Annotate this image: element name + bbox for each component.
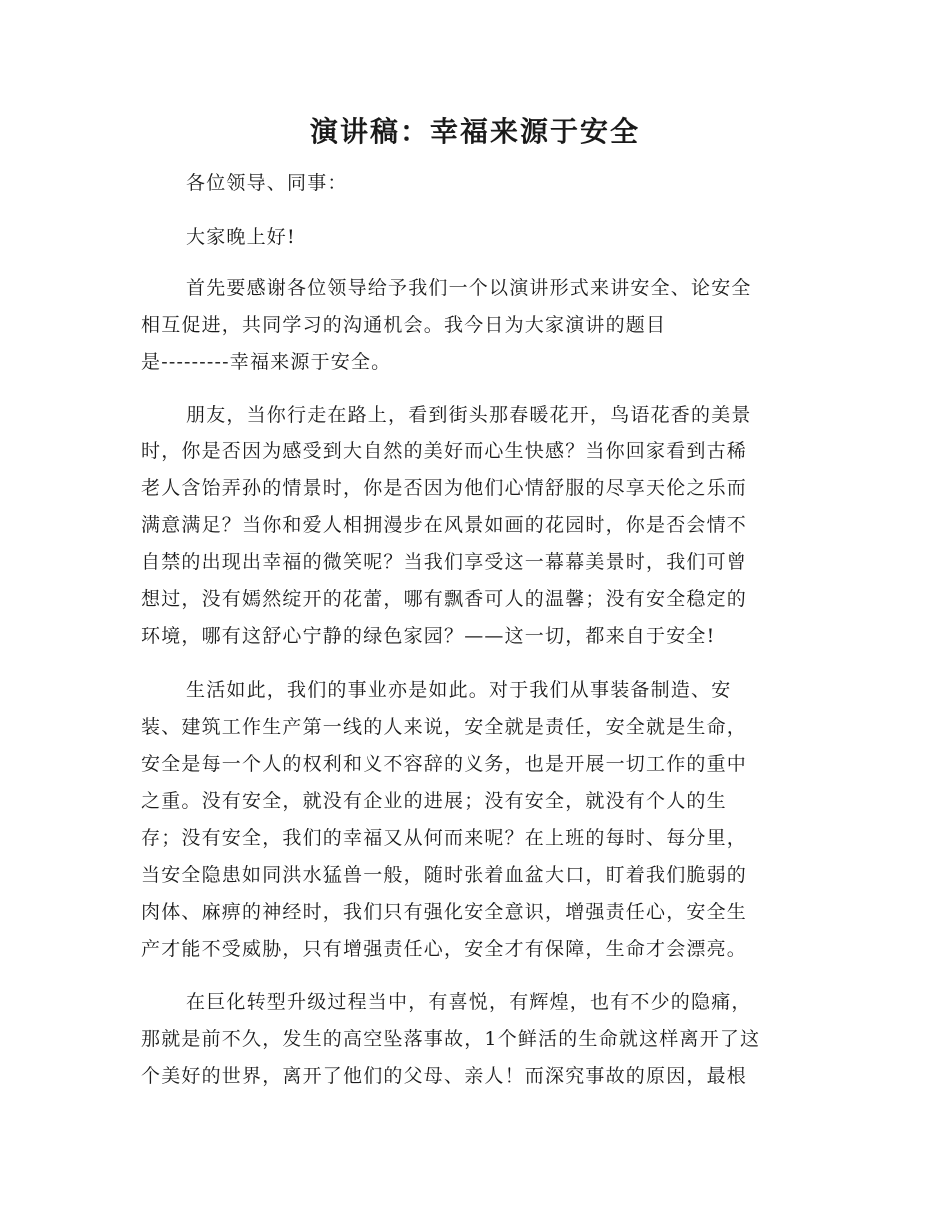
greeting-line: 大家晚上好! <box>186 226 296 248</box>
salutation-line: 各位领导、同事： <box>186 172 348 194</box>
paragraph-2-line: 满意满足？当你和爱人相拥漫步在风景如画的花园时，你是否会情不 <box>141 514 748 536</box>
paragraph-3-line: 产才能不受威胁，只有增强责任心，安全才有保障，生命才会漂亮。 <box>141 938 748 960</box>
paragraph-3-line: 装、建筑工作生产第一线的人来说，安全就是责任，安全就是生命， <box>141 716 748 738</box>
paragraph-2-line: 朋友，当你行走在路上，看到街头那春暖花开，鸟语花香的美景 <box>186 404 752 426</box>
paragraph-3-line: 当安全隐患如同洪水猛兽一般，随时张着血盆大口，盯着我们脆弱的 <box>141 864 748 886</box>
document-title: 演讲稿：幸福来源于安全 <box>309 115 640 148</box>
paragraph-4-line: 那就是前不久，发生的高空坠落事故，1个鲜活的生命就这样离开了这 <box>141 1028 761 1050</box>
paragraph-3-line: 生活如此，我们的事业亦是如此。对于我们从事装备制造、安 <box>186 679 732 701</box>
paragraph-3-line: 之重。没有安全，就没有企业的进展；没有安全，就没有个人的生 <box>141 790 727 812</box>
paragraph-2-line: 老人含饴弄孙的情景时，你是否因为他们心情舒服的尽享天伦之乐而 <box>141 477 748 499</box>
paragraph-3-line: 安全是每一个人的权利和义不容辞的义务，也是开展一切工作的重中 <box>141 753 748 775</box>
paragraph-1-line: 首先要感谢各位领导给予我们一个以演讲形式来讲安全、论安全 <box>186 277 752 299</box>
paragraph-3-line: 存；没有安全，我们的幸福又从何而来呢？在上班的每时、每分里， <box>141 827 748 849</box>
paragraph-2-line: 想过，没有嫣然绽开的花蕾，哪有飘香可人的温馨；没有安全稳定的 <box>141 588 748 610</box>
paragraph-2-line: 时，你是否因为感受到大自然的美好而心生快感？当你回家看到古稀 <box>141 440 748 462</box>
paragraph-2-line: 环境，哪有这舒心宁静的绿色家园？——这一切，都来自于安全! <box>141 625 716 647</box>
paragraph-1-line: 相互促进，共同学习的沟通机会。我今日为大家演讲的题目 <box>141 314 667 336</box>
paragraph-4-line: 在巨化转型升级过程当中，有喜悦，有辉煌，也有不少的隐痛， <box>186 991 752 1013</box>
paragraph-1-line: 是---------幸福来源于安全。 <box>141 351 392 373</box>
paragraph-4-line: 个美好的世界，离开了他们的父母、亲人！而深究事故的原因，最根 <box>141 1065 748 1087</box>
paragraph-2-line: 自禁的出现出幸福的微笑呢？当我们享受这一幕幕美景时，我们可曾 <box>141 551 748 573</box>
paragraph-3-line: 肉体、麻痹的神经时，我们只有强化安全意识，增强责任心，安全生 <box>141 901 748 923</box>
